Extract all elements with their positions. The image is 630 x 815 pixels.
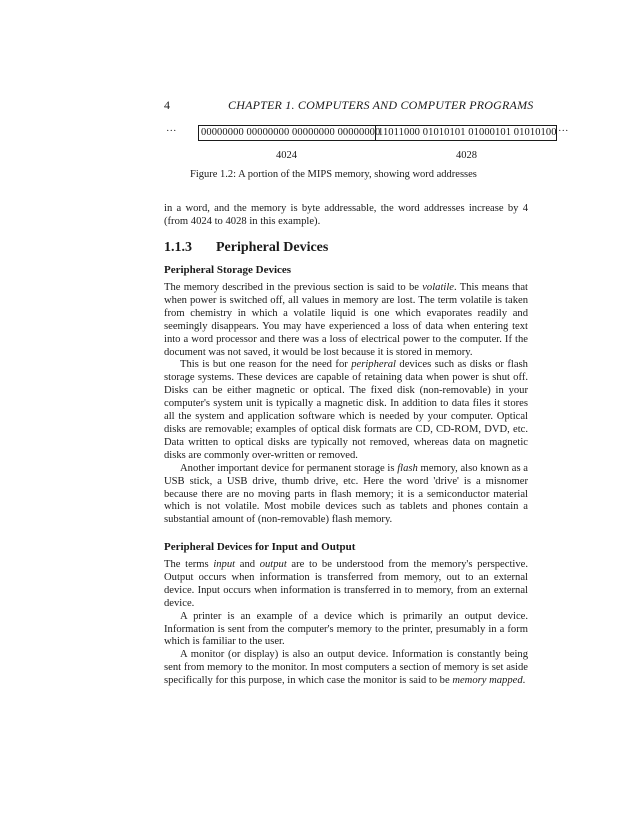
figure-caption: Figure 1.2: A portion of the MIPS memory, showing word addresses	[190, 169, 477, 180]
io-paragraph-1	[164, 559, 528, 611]
page-number: 4	[164, 98, 171, 112]
io-p1-text-c: are to be understood from the memory's perspective. Output occurs when information is transferred from memory, out to an external device. Input occurs when information is transferred in to memory, from an external device.	[164, 559, 528, 609]
storage-p3-emph: flash	[397, 462, 418, 474]
io-p1-emph-output: output	[259, 559, 287, 570]
section-number: 1.1.3	[164, 240, 192, 255]
running-title: CHAPTER 1. COMPUTERS AND COMPUTER PROGRAMS	[228, 98, 534, 112]
storage-paragraph-3	[164, 463, 528, 528]
storage-body	[164, 282, 528, 527]
io-p1-text-b: and	[235, 559, 260, 570]
storage-paragraph-2	[164, 359, 528, 462]
memory-word-4024: 00000000 00000000 00000000 00000000	[198, 125, 376, 141]
io-p3-emph: memory mapped	[452, 675, 523, 687]
io-p1-text-a: The terms	[164, 559, 214, 570]
io-p1-emph-input: input	[213, 559, 236, 570]
io-paragraph-2: A printer is an example of a device which is primarily an output device. Information is sent from the computer's memory to the printer, presumably in a form which is familiar to the user.	[164, 610, 528, 648]
storage-p2-text-b: devices such as disks or flash storage systems. These devices are capable of retaining data when power is shut off. Disks can be either magnetic or optical. The fixed disk (non-removable) in your computer's system unit is typically a magnetic disk. In addition to data files it stores all the system and application software which is needed by your computer. Optical disks are removable; examples of optical disk formats are CD, CD-ROM, DVD, etc. Data written to optical disks are typically not removed, whereas data on magnetic disks are commonly over-written or removed.	[164, 359, 528, 461]
io-p3-text-b: .	[522, 675, 526, 687]
storage-p2-text-a: This is but one reason for the need for	[180, 359, 352, 371]
address-label-4028: 4028	[456, 150, 477, 161]
intro-text: in a word, and the memory is byte addressable, the word addresses increase by 4 (from 4024 to 4028 in this example).	[164, 203, 528, 227]
io-heading: Peripheral Devices for Input and Output	[164, 541, 356, 553]
storage-p1-emph: volatile	[422, 282, 454, 293]
io-paragraph-3	[164, 649, 528, 688]
storage-p1-text-b: . This means that when power is switched off, all values in memory are lost. The term volatile is taken from chemistry in which a volatile liquid is one which evaporates readily and seemingly disappears. You may have experienced a loss of data when entering text into a word processor and there was a loss of electrical power to the computer. If the document was not saved, it would be lost because it is stored in memory.	[164, 282, 529, 358]
io-body	[164, 559, 528, 688]
memory-figure	[166, 125, 586, 141]
section-heading	[164, 240, 328, 256]
section-title: Peripheral Devices	[216, 240, 329, 255]
address-label-4024: 4024	[276, 150, 297, 161]
storage-paragraph-1	[164, 282, 528, 359]
intro-paragraph	[164, 203, 528, 229]
storage-p3-text-b: memory, also known as a USB stick, a USB drive, thumb drive, etc. Here the word 'drive' is a misnomer because there are no moving parts in flash memory; it is a semiconductor material which is not volatile. Most mobile devices such as tablets and phones contain a substantial amount of (non-removable) flash memory.	[164, 462, 528, 526]
ellipsis-left: ···	[166, 126, 177, 137]
storage-p2-emph: peripheral	[351, 359, 396, 371]
ellipsis-right: ···	[558, 126, 569, 137]
io-p3-text-a: A monitor (or display) is also an output device. Information is constantly being sent from memory to the monitor. In most computers a section of memory is set aside specifically for this purpose, in which case the monitor is said to be	[164, 649, 528, 687]
storage-p3-text-a: Another important device for permanent storage is	[180, 462, 398, 474]
storage-heading: Peripheral Storage Devices	[164, 264, 292, 276]
memory-word-4028: 11011000 01010101 01000101 01010100	[375, 125, 557, 141]
storage-p1-text-a: The memory described in the previous section is said to be	[164, 282, 423, 293]
